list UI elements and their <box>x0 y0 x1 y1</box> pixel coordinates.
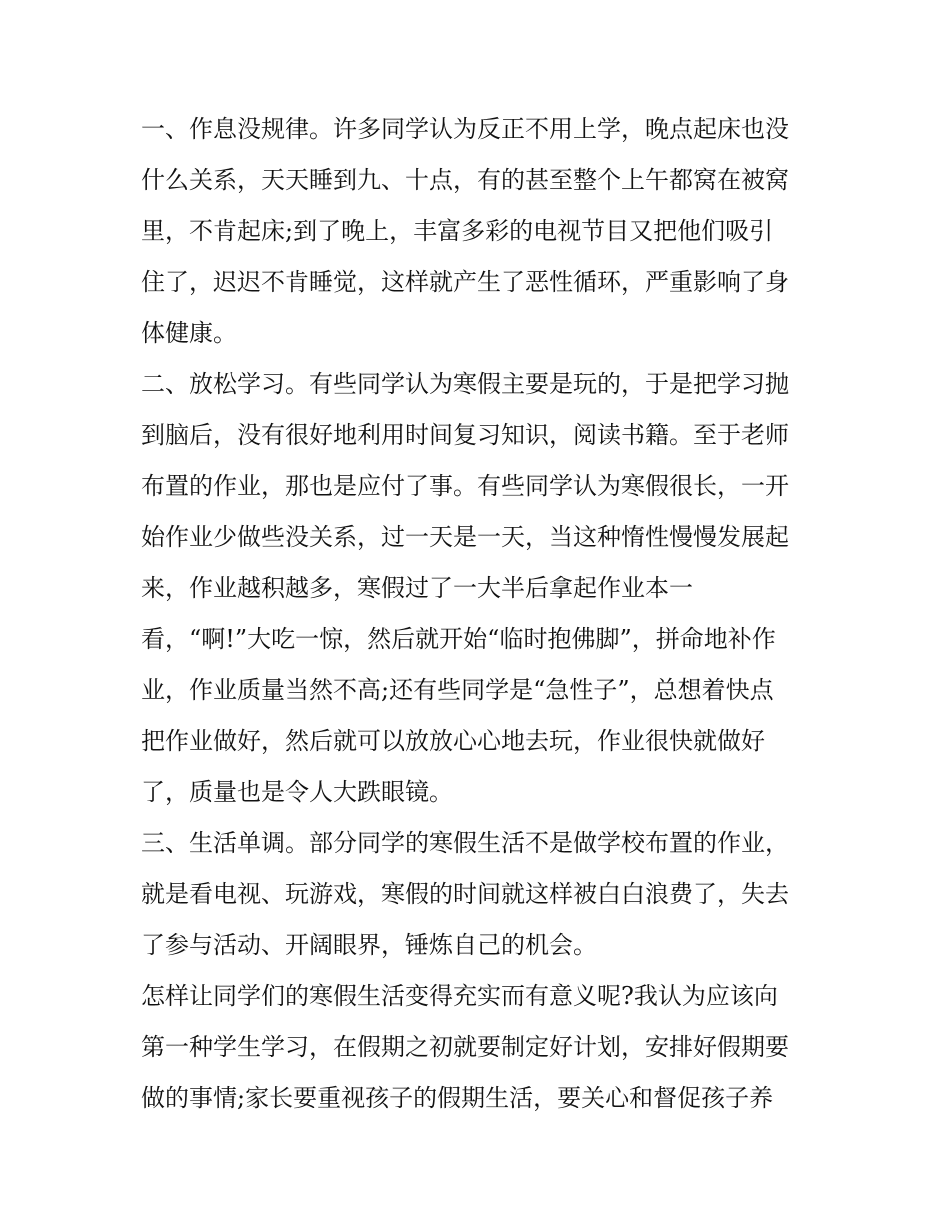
text-line: 了参与活动、开阔眼界，锤炼自己的机会。 <box>141 931 597 959</box>
text-line: 把作业做好，然后就可以放放心心地去玩，作业很快就做好 <box>141 727 765 755</box>
text-line: 看，“啊!”大吃一惊，然后就开始“临时抱佛脚”，拼命地补作 <box>141 625 776 653</box>
text-line: 来，作业越积越多，寒假过了一大半后拿起作业本一 <box>141 574 693 602</box>
text-line: 里，不肯起床;到了晚上，丰富多彩的电视节目又把他们吸引 <box>141 217 774 245</box>
text-line: 住了，迟迟不肯睡觉，这样就产生了恶性循环，严重影响了身 <box>141 268 789 296</box>
text-line: 二、放松学习。有些同学认为寒假主要是玩的，于是把学习抛 <box>141 370 789 398</box>
text-line: 布置的作业，那也是应付了事。有些同学认为寒假很长，一开 <box>141 472 789 500</box>
text-line: 始作业少做些没关系，过一天是一天，当这种惰性慢慢发展起 <box>141 523 789 551</box>
text-line: 做的事情;家长要重视孩子的假期生活，要关心和督促孩子养 <box>141 1084 774 1112</box>
text-line: 体健康。 <box>141 319 237 347</box>
text-line: 了，质量也是令人大跌眼镜。 <box>141 778 453 806</box>
text-line: 业，作业质量当然不高;还有些同学是“急性子”，总想着快点 <box>141 676 774 704</box>
text-line: 什么关系，天天睡到九、十点，有的甚至整个上午都窝在被窝 <box>141 166 789 194</box>
body-text <box>141 104 821 1124</box>
text-line: 怎样让同学们的寒假生活变得充实而有意义呢?我认为应该向 <box>141 982 778 1010</box>
text-line: 一、作息没规律。许多同学认为反正不用上学，晚点起床也没 <box>141 115 789 143</box>
text-line: 三、生活单调。部分同学的寒假生活不是做学校布置的作业， <box>141 829 789 857</box>
text-line: 就是看电视、玩游戏，寒假的时间就这样被白白浪费了，失去 <box>141 880 789 908</box>
text-line: 第一种学生学习，在假期之初就要制定好计划，安排好假期要 <box>141 1033 789 1061</box>
text-line: 到脑后，没有很好地利用时间复习知识，阅读书籍。至于老师 <box>141 421 789 449</box>
